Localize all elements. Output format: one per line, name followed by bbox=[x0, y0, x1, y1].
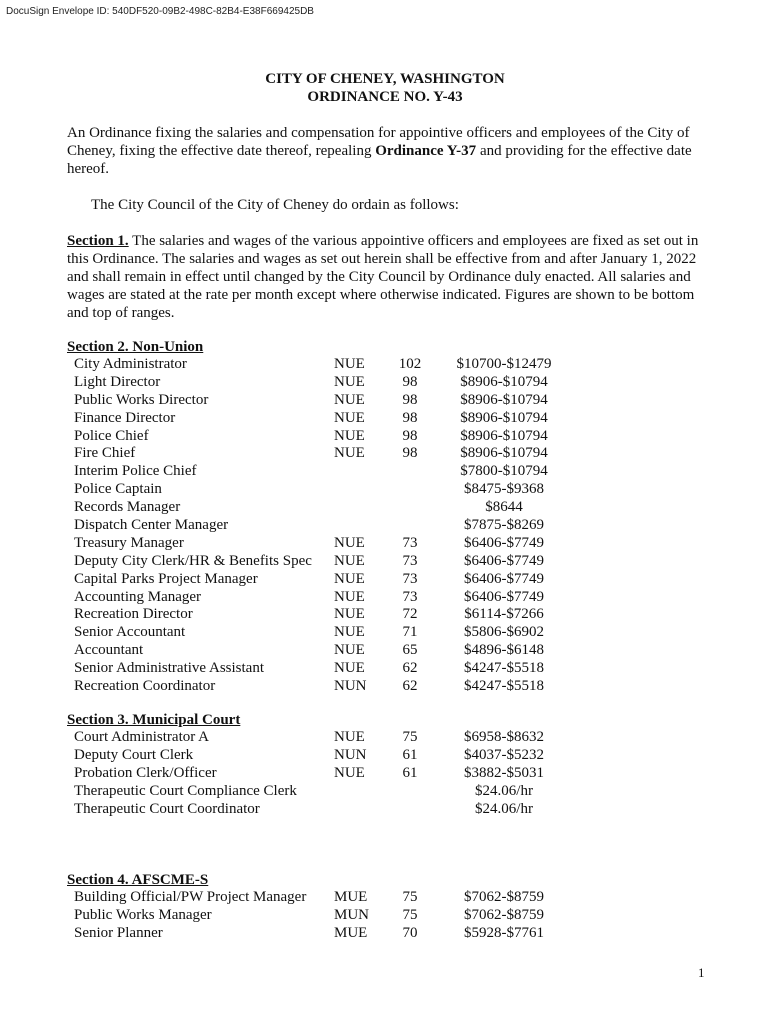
document-title: CITY OF CHENEY, WASHINGTON bbox=[265, 71, 505, 87]
position-title: Accounting Manager bbox=[74, 588, 202, 605]
union-code: NUE bbox=[334, 729, 365, 745]
position-title: Recreation Coordinator bbox=[74, 678, 216, 695]
grade-number: 98 bbox=[402, 373, 418, 390]
union-code: NUE bbox=[334, 409, 365, 426]
grade-number: 73 bbox=[402, 534, 418, 551]
salary-range: $7062-$8759 bbox=[464, 889, 544, 905]
section2-heading: Section 2. Non-Union bbox=[67, 339, 204, 355]
grade-number: 98 bbox=[402, 445, 418, 462]
salary-range: $6406-$7749 bbox=[464, 534, 544, 551]
table-row bbox=[0, 889, 770, 907]
position-title: Public Works Manager bbox=[74, 906, 212, 923]
union-code: NUE bbox=[334, 764, 365, 781]
docusign-envelope-id: DocuSign Envelope ID: 540DF520-09B2-498C-82B4-E38F669425DB bbox=[6, 6, 314, 17]
union-code: NUE bbox=[334, 356, 365, 372]
position-title: Therapeutic Court Coordinator bbox=[74, 800, 260, 817]
table-row bbox=[0, 801, 770, 819]
position-title: Senior Administrative Assistant bbox=[74, 660, 264, 677]
table-row bbox=[0, 481, 770, 499]
table-row bbox=[0, 463, 770, 481]
salary-range: $8906-$10794 bbox=[460, 391, 548, 408]
salary-range: $4247-$5518 bbox=[464, 660, 544, 677]
table-row bbox=[0, 624, 770, 642]
position-title: Accountant bbox=[74, 642, 144, 659]
union-code: NUE bbox=[334, 534, 365, 551]
grade-number: 75 bbox=[402, 906, 418, 923]
table-row bbox=[0, 428, 770, 446]
salary-range: $24.06/hr bbox=[475, 800, 533, 817]
table-row bbox=[0, 678, 770, 696]
union-code: NUE bbox=[334, 642, 365, 659]
grade-number: 75 bbox=[402, 889, 418, 905]
grade-number: 71 bbox=[402, 624, 418, 641]
salary-range: $6406-$7749 bbox=[464, 552, 544, 569]
salary-range: $7800-$10794 bbox=[460, 463, 548, 480]
position-title: Police Chief bbox=[74, 427, 149, 444]
salary-range: $24.06/hr bbox=[475, 782, 533, 799]
grade-number: 62 bbox=[402, 678, 418, 695]
position-title: Public Works Director bbox=[74, 391, 209, 408]
salary-range: $6406-$7749 bbox=[464, 570, 544, 587]
union-code: MUN bbox=[334, 906, 370, 923]
table-row bbox=[0, 606, 770, 624]
table-row bbox=[0, 445, 770, 463]
position-title: City Administrator bbox=[74, 356, 187, 372]
salary-range: $6406-$7749 bbox=[464, 588, 544, 605]
table-row bbox=[0, 783, 770, 801]
table-row bbox=[0, 392, 770, 410]
table-row bbox=[0, 499, 770, 517]
section1-paragraph bbox=[67, 232, 707, 322]
section4-heading: Section 4. AFSCME-S bbox=[67, 872, 209, 888]
union-code: MUE bbox=[334, 889, 368, 905]
page-number: 1 bbox=[698, 965, 705, 980]
grade-number: 75 bbox=[402, 729, 418, 745]
salary-range: $4247-$5518 bbox=[464, 678, 544, 695]
table-row bbox=[0, 374, 770, 392]
position-title: Deputy City Clerk/HR & Benefits Spec bbox=[74, 552, 312, 569]
union-code: NUE bbox=[334, 391, 365, 408]
union-code: NUN bbox=[334, 746, 367, 763]
salary-range: $8644 bbox=[485, 499, 523, 516]
position-title: Records Manager bbox=[74, 499, 181, 516]
grade-number: 98 bbox=[402, 409, 418, 426]
position-title: Interim Police Chief bbox=[74, 463, 197, 480]
table-row bbox=[0, 589, 770, 607]
table-row bbox=[0, 729, 770, 747]
table-row bbox=[0, 553, 770, 571]
grade-number: 98 bbox=[402, 427, 418, 444]
position-title: Building Official/PW Project Manager bbox=[74, 889, 307, 905]
position-title: Probation Clerk/Officer bbox=[74, 764, 217, 781]
table-row bbox=[0, 660, 770, 678]
union-code: NUE bbox=[334, 445, 365, 462]
position-title: Fire Chief bbox=[74, 445, 136, 462]
ordain-statement: The City Council of the City of Cheney do ordain as follows: bbox=[91, 197, 459, 213]
table-row bbox=[0, 571, 770, 589]
position-title: Police Captain bbox=[74, 481, 162, 498]
salary-range: $8906-$10794 bbox=[460, 409, 548, 426]
grade-number: 65 bbox=[402, 642, 418, 659]
grade-number: 70 bbox=[402, 924, 418, 941]
position-title: Dispatch Center Manager bbox=[74, 517, 229, 534]
salary-range: $6958-$8632 bbox=[464, 729, 544, 745]
section3-table bbox=[0, 729, 770, 818]
position-title: Capital Parks Project Manager bbox=[74, 570, 258, 587]
salary-range: $7875-$8269 bbox=[464, 517, 544, 534]
section1-text: The salaries and wages of the various appointive officers and employees are fixed as set out in this Ordinance. The salaries and wages as set out herein shall be effective from and after January 1, 2022 and shall remain in effect until changed by the City Council by Ordinance duly enacted. All salaries and wages are stated at the rate per month except where otherwise indicated. Figures are shown to be bottom and top of ranges. bbox=[67, 233, 699, 321]
table-row bbox=[0, 925, 770, 943]
union-code: NUE bbox=[334, 660, 365, 677]
position-title: Deputy Court Clerk bbox=[74, 746, 194, 763]
table-row bbox=[0, 642, 770, 660]
position-title: Court Administrator A bbox=[74, 729, 209, 745]
table-row bbox=[0, 356, 770, 374]
salary-range: $8475-$9368 bbox=[464, 481, 544, 498]
intro-bold-ordinance: Ordinance Y-37 bbox=[375, 143, 477, 159]
intro-text-1: An Ordinance fixing the salaries and compensation for appointive officers and employees of the City of Cheney, fixing the effective date thereof, repealing bbox=[67, 125, 690, 159]
salary-range: $4037-$5232 bbox=[464, 746, 544, 763]
union-code: MUE bbox=[334, 924, 368, 941]
position-title: Senior Planner bbox=[74, 924, 163, 941]
salary-range: $7062-$8759 bbox=[464, 906, 544, 923]
position-title: Recreation Director bbox=[74, 606, 193, 623]
grade-number: 61 bbox=[402, 746, 418, 763]
salary-range: $8906-$10794 bbox=[460, 427, 548, 444]
intro-paragraph bbox=[67, 124, 707, 178]
union-code: NUE bbox=[334, 373, 365, 390]
salary-range: $5928-$7761 bbox=[464, 924, 544, 941]
union-code: NUE bbox=[334, 570, 365, 587]
position-title: Treasury Manager bbox=[74, 534, 184, 551]
grade-number: 61 bbox=[402, 764, 418, 781]
union-code: NUE bbox=[334, 427, 365, 444]
grade-number: 72 bbox=[402, 606, 418, 623]
salary-range: $6114-$7266 bbox=[464, 606, 544, 623]
section2-table bbox=[0, 356, 770, 696]
salary-range: $10700-$12479 bbox=[456, 356, 552, 372]
table-row bbox=[0, 410, 770, 428]
ordinance-number: ORDINANCE NO. Y-43 bbox=[307, 89, 463, 105]
union-code: NUE bbox=[334, 606, 365, 623]
section3-heading: Section 3. Municipal Court bbox=[67, 712, 241, 728]
section1-label: Section 1. bbox=[67, 233, 129, 249]
salary-range: $5806-$6902 bbox=[464, 624, 544, 641]
section4-table bbox=[0, 889, 770, 943]
salary-range: $8906-$10794 bbox=[460, 373, 548, 390]
union-code: NUN bbox=[334, 678, 367, 695]
position-title: Senior Accountant bbox=[74, 624, 186, 641]
table-row bbox=[0, 747, 770, 765]
union-code: NUE bbox=[334, 588, 365, 605]
grade-number: 73 bbox=[402, 570, 418, 587]
table-row bbox=[0, 765, 770, 783]
salary-range: $3882-$5031 bbox=[464, 764, 544, 781]
salary-range: $8906-$10794 bbox=[460, 445, 548, 462]
position-title: Light Director bbox=[74, 373, 161, 390]
position-title: Therapeutic Court Compliance Clerk bbox=[74, 782, 297, 799]
salary-range: $4896-$6148 bbox=[464, 642, 544, 659]
intro-text-2: and providing for the effective date hereof. bbox=[67, 143, 692, 177]
position-title: Finance Director bbox=[74, 409, 176, 426]
grade-number: 98 bbox=[402, 391, 418, 408]
grade-number: 73 bbox=[402, 552, 418, 569]
grade-number: 73 bbox=[402, 588, 418, 605]
table-row bbox=[0, 535, 770, 553]
grade-number: 62 bbox=[402, 660, 418, 677]
table-row bbox=[0, 517, 770, 535]
grade-number: 102 bbox=[398, 356, 422, 372]
union-code: NUE bbox=[334, 552, 365, 569]
table-row bbox=[0, 907, 770, 925]
union-code: NUE bbox=[334, 624, 365, 641]
